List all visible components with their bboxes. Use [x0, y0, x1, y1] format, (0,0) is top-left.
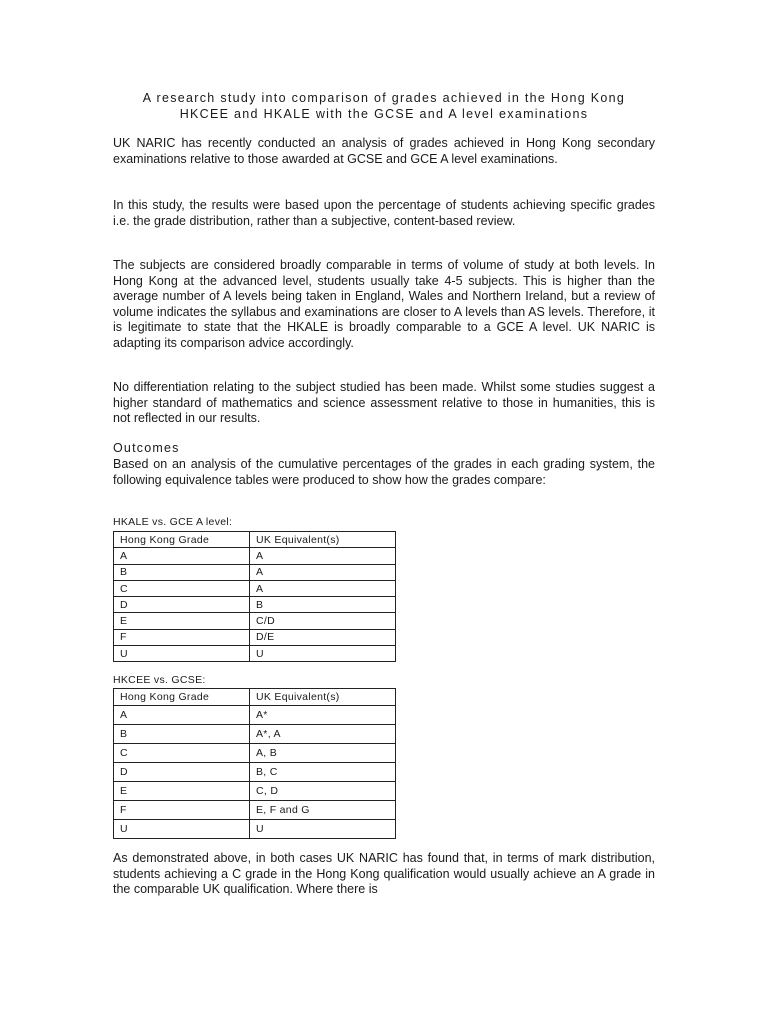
- hk-grade-cell: F: [114, 801, 250, 820]
- column-header: UK Equivalent(s): [250, 689, 396, 706]
- hk-grade-cell: F: [114, 629, 250, 645]
- hk-grade-cell: E: [114, 613, 250, 629]
- column-header: UK Equivalent(s): [250, 532, 396, 548]
- hk-grade-cell: A: [114, 548, 250, 564]
- hk-grade-cell: U: [114, 646, 250, 662]
- hkale-gce-table: [113, 531, 396, 662]
- table-row: [114, 597, 396, 613]
- table-row: [114, 564, 396, 580]
- uk-equivalent-cell: A: [250, 548, 396, 564]
- hk-grade-cell: C: [114, 580, 250, 596]
- column-header: Hong Kong Grade: [114, 689, 250, 706]
- uk-equivalent-cell: D/E: [250, 629, 396, 645]
- document-title: [113, 90, 655, 122]
- paragraph-differentiation: No differentiation relating to the subject studied has been made. Whilst some studies suggest a higher standard of mathematics and science assessment relative to those in humanities, this is not reflected in our results.: [113, 380, 655, 426]
- hk-grade-cell: B: [114, 725, 250, 744]
- hk-grade-cell: A: [114, 706, 250, 725]
- table-header-row: [114, 689, 396, 706]
- hk-grade-cell: D: [114, 763, 250, 782]
- table-row: [114, 744, 396, 763]
- uk-equivalent-cell: A: [250, 564, 396, 580]
- hk-grade-cell: E: [114, 782, 250, 801]
- outcomes-intro: Based on an analysis of the cumulative percentages of the grades in each grading system, the following equivalence tables were produced to show how the grades compare:: [113, 457, 655, 487]
- column-header: Hong Kong Grade: [114, 532, 250, 548]
- table2-caption: HKCEE vs. GCSE:: [113, 674, 206, 686]
- paragraph-comparability: The subjects are considered broadly comparable in terms of volume of study at both levels. In Hong Kong at the advanced level, students usually take 4-5 subjects. This is higher than the average number of A levels being taken in England, Wales and Northern Ireland, but a review of volume indicates the syllabus and examinations are closer to A levels than AS levels. Therefore, it is legitimate to state that the HKALE is broadly comparable to a GCE A level. UK NARIC is adapting its comparison advice accordingly.: [113, 258, 655, 350]
- table-row: [114, 782, 396, 801]
- table1-caption: HKALE vs. GCE A level:: [113, 516, 233, 528]
- table-row: [114, 725, 396, 744]
- table-row: [114, 646, 396, 662]
- uk-equivalent-cell: A*, A: [250, 725, 396, 744]
- uk-equivalent-cell: A*: [250, 706, 396, 725]
- uk-equivalent-cell: U: [250, 820, 396, 839]
- outcomes-heading: Outcomes: [113, 441, 180, 455]
- title-line-2: HKCEE and HKALE with the GCSE and A level examinations: [179, 107, 589, 121]
- table-header-row: [114, 532, 396, 548]
- table-row: [114, 613, 396, 629]
- uk-equivalent-cell: B, C: [250, 763, 396, 782]
- title-line-1: A research study into comparison of grades achieved in the Hong Kong: [142, 91, 626, 105]
- table-row: [114, 580, 396, 596]
- uk-equivalent-cell: E, F and G: [250, 801, 396, 820]
- paragraph-method: In this study, the results were based upon the percentage of students achieving specific grades i.e. the grade distribution, rather than a subjective, content-based review.: [113, 198, 655, 228]
- table-row: [114, 548, 396, 564]
- uk-equivalent-cell: C, D: [250, 782, 396, 801]
- uk-equivalent-cell: B: [250, 597, 396, 613]
- uk-equivalent-cell: A: [250, 580, 396, 596]
- hkcee-gcse-table: [113, 688, 396, 839]
- hk-grade-cell: D: [114, 597, 250, 613]
- uk-equivalent-cell: A, B: [250, 744, 396, 763]
- hk-grade-cell: U: [114, 820, 250, 839]
- table-row: [114, 820, 396, 839]
- uk-equivalent-cell: U: [250, 646, 396, 662]
- table-row: [114, 629, 396, 645]
- table-row: [114, 801, 396, 820]
- table-row: [114, 763, 396, 782]
- paragraph-intro: UK NARIC has recently conducted an analysis of grades achieved in Hong Kong secondary examinations relative to those awarded at GCSE and GCE A level examinations.: [113, 136, 655, 166]
- hk-grade-cell: B: [114, 564, 250, 580]
- uk-equivalent-cell: C/D: [250, 613, 396, 629]
- paragraph-conclusion: As demonstrated above, in both cases UK NARIC has found that, in terms of mark distribution, students achieving a C grade in the Hong Kong qualification would usually achieve an A grade in the comparable UK qualification. Where there is: [113, 851, 655, 897]
- table-row: [114, 706, 396, 725]
- hk-grade-cell: C: [114, 744, 250, 763]
